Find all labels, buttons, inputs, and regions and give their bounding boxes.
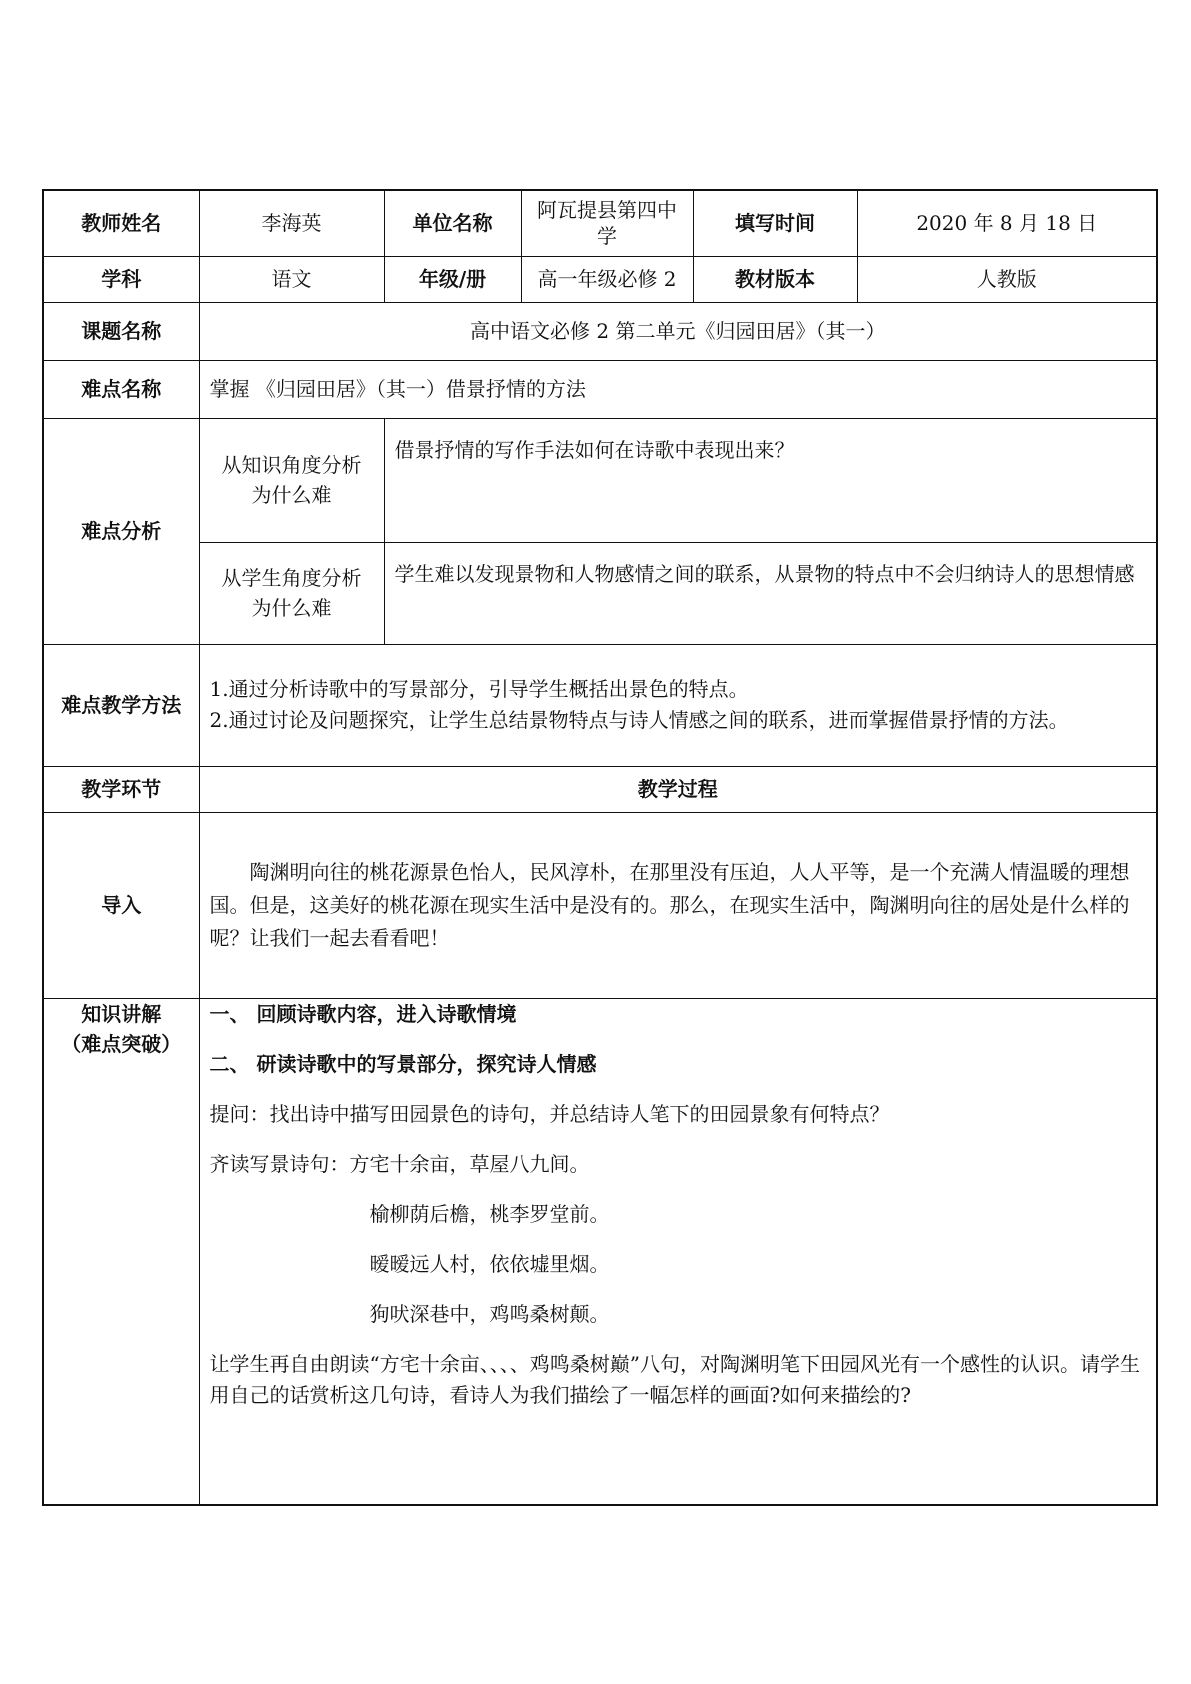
knowledge-label: [43, 998, 199, 1505]
knowledge-heading-2: 二、 研读诗歌中的写景部分，探究诗人情感: [209, 1051, 597, 1076]
knowledge-angle-label: [199, 418, 384, 542]
intro-text: 陶渊明向往的桃花源景色怡人，民风淳朴，在那里没有压迫，人人平等，是一个充满人情温暖的理想国。但是，这美好的桃花源在现实生活中是没有的。那么，在现实生活中，陶渊明向往的居处是什么样的呢？让我们一起去看看吧！: [209, 859, 1130, 950]
analysis-student-row: [43, 542, 1157, 644]
unit-value: 阿瓦提县第四中学: [521, 190, 693, 256]
knowledge-closing: 让学生再自由朗读“方宅十余亩、、、、鸡鸣桑树巅”八句，对陶渊明笔下田园风光有一个感性的认识。请学生用自己的话赏析这几句诗，看诗人为我们描绘了一幅怎样的画面?如何来描绘的?: [209, 1351, 1140, 1407]
teacher-label: 教师姓名: [43, 190, 199, 256]
teacher-value: 李海英: [199, 190, 384, 256]
method-row: [43, 644, 1157, 766]
student-angle-value: 学生难以发现景物和人物感情之间的联系，从景物的特点中不会归纳诗人的思想情感: [384, 542, 1157, 644]
topic-label: 课题名称: [43, 302, 199, 360]
knowledge-read-1: 齐读写景诗句：方宅十余亩，草屋八九间。: [209, 1151, 590, 1176]
process-stage-label: 教学环节: [43, 766, 199, 812]
header-row-1: [43, 190, 1157, 256]
knowledge-label-line1: 知识讲解: [81, 1001, 162, 1026]
method-value: [199, 644, 1157, 766]
subject-value: 语文: [199, 256, 384, 302]
topic-row: [43, 302, 1157, 360]
knowledge-angle-label-line1: 从知识角度分析: [221, 453, 362, 477]
edition-value: 人教版: [857, 256, 1157, 302]
method-line-1: 1.通过分析诗歌中的写景部分，引导学生概括出景色的特点。: [209, 677, 749, 701]
difficulty-value: 掌握 《归园田居》（其一）借景抒情的方法: [199, 360, 1157, 418]
student-angle-label-line2: 为什么难: [251, 596, 332, 620]
knowledge-row: [43, 998, 1157, 1505]
knowledge-angle-label-line2: 为什么难: [251, 483, 332, 507]
knowledge-label-line2: （难点突破）: [61, 1031, 182, 1056]
topic-value: 高中语文必修 2 第二单元《归园田居》（其一）: [199, 302, 1157, 360]
knowledge-angle-value: 借景抒情的写作手法如何在诗歌中表现出来？: [384, 418, 1157, 542]
knowledge-content: [199, 998, 1157, 1505]
method-line-2: 2.通过讨论及问题探究，让学生总结景物特点与诗人情感之间的联系，进而掌握借景抒情的方法。: [209, 708, 1069, 732]
knowledge-read-2: 榆柳荫后檐，桃李罗堂前。: [369, 1201, 610, 1226]
edition-label: 教材版本: [693, 256, 857, 302]
grade-label: 年级/册: [384, 256, 521, 302]
knowledge-heading-1: 一、 回顾诗歌内容，进入诗歌情境: [209, 1001, 517, 1026]
knowledge-question: 提问：找出诗中描写田园景色的诗句，并总结诗人笔下的田园景象有何特点？: [209, 1101, 890, 1126]
time-value: 2020 年 8 月 18 日: [857, 190, 1157, 256]
difficulty-row: [43, 360, 1157, 418]
knowledge-read-4: 狗吠深巷中，鸡鸣桑树颠。: [369, 1301, 610, 1326]
lesson-plan-table: [42, 189, 1158, 1506]
unit-label: 单位名称: [384, 190, 521, 256]
time-label: 填写时间: [693, 190, 857, 256]
student-angle-label: [199, 542, 384, 644]
student-angle-label-line1: 从学生角度分析: [221, 566, 362, 590]
analysis-knowledge-row: [43, 418, 1157, 542]
method-label: 难点教学方法: [43, 644, 199, 766]
subject-label: 学科: [43, 256, 199, 302]
analysis-label: 难点分析: [43, 418, 199, 644]
grade-value: 高一年级必修 2: [521, 256, 693, 302]
intro-cell: [199, 812, 1157, 998]
intro-row: [43, 812, 1157, 998]
intro-label: 导入: [43, 812, 199, 998]
difficulty-label: 难点名称: [43, 360, 199, 418]
knowledge-read-3: 暧暧远人村，依依墟里烟。: [369, 1251, 610, 1276]
header-row-2: [43, 256, 1157, 302]
process-title: 教学过程: [199, 766, 1157, 812]
process-header-row: [43, 766, 1157, 812]
